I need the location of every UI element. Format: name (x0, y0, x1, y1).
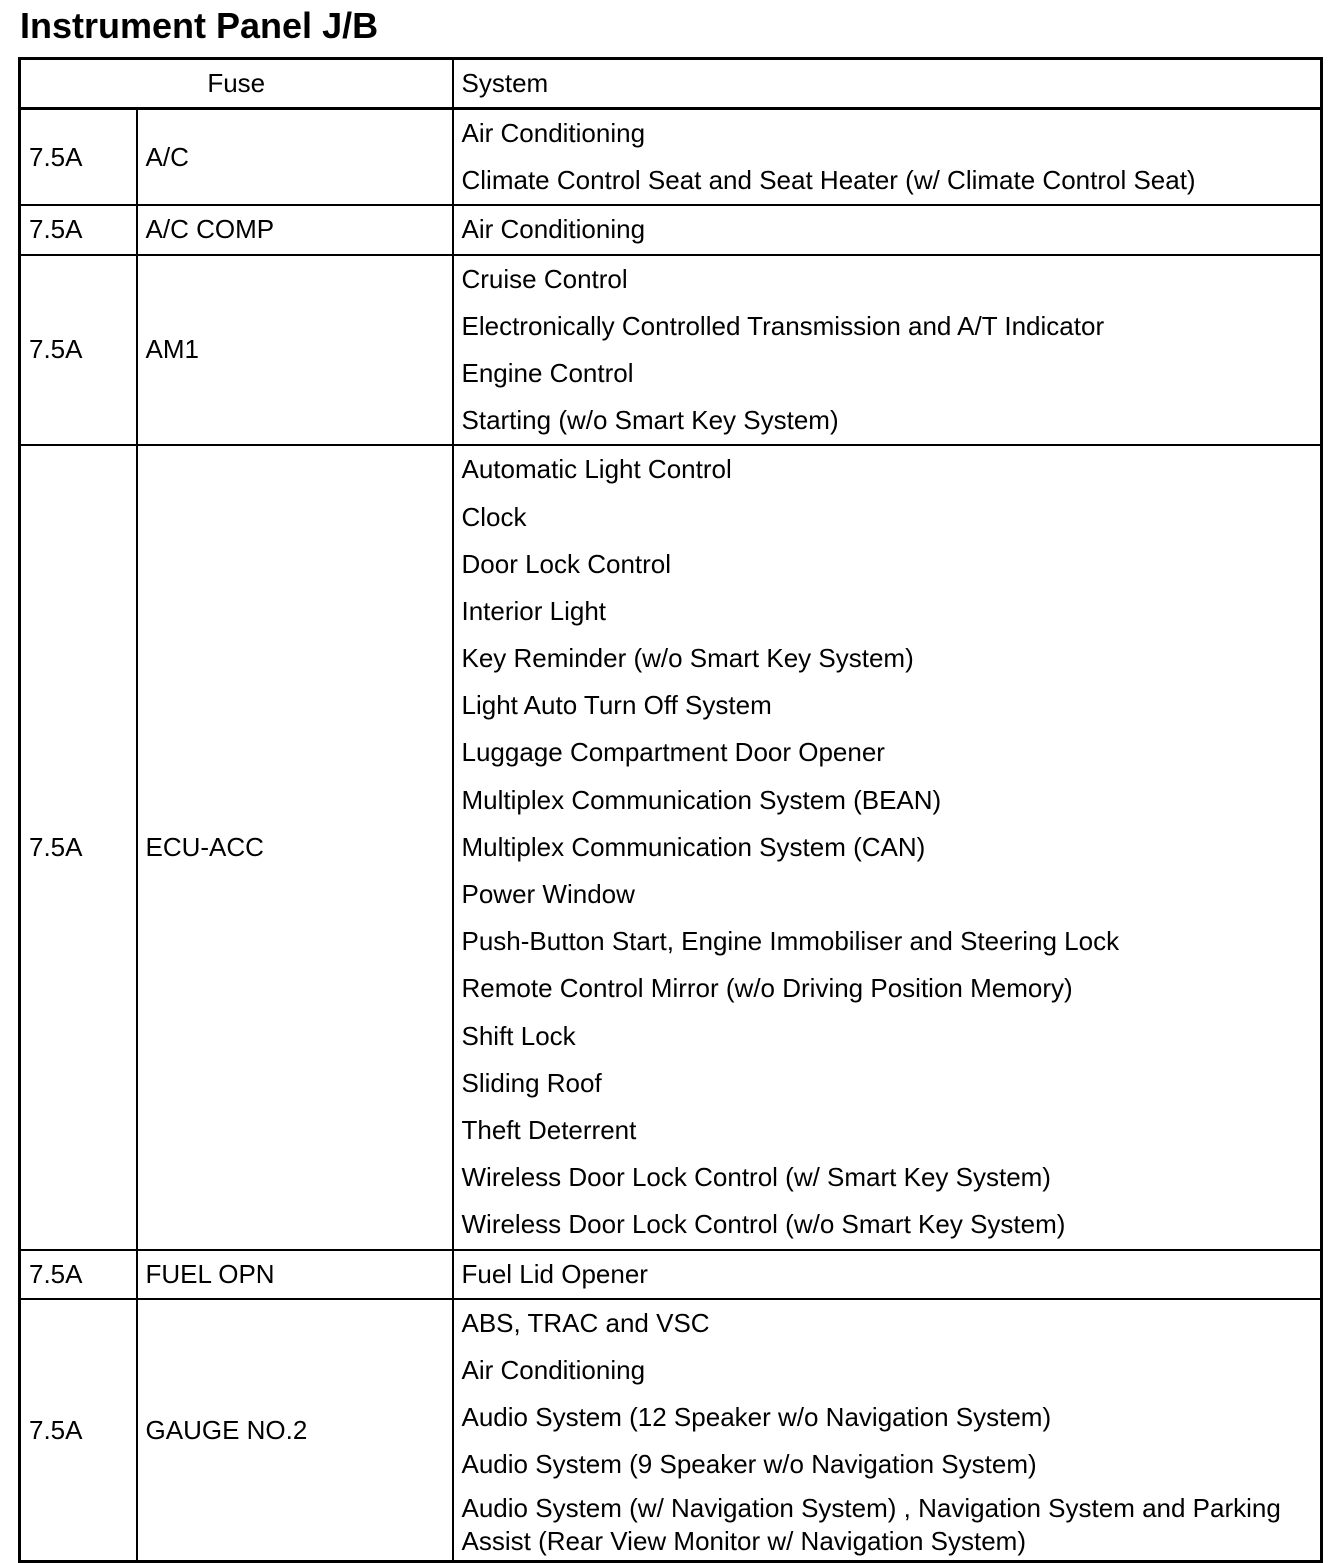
system-item: Audio System (9 Speaker w/o Navigation System) (461, 1449, 1037, 1480)
system-list (453, 255, 1322, 446)
fuse-name: GAUGE NO.2 (137, 1299, 453, 1562)
system-list (453, 1250, 1322, 1299)
fuse-name: ECU-ACC (137, 445, 453, 1249)
system-item: Automatic Light Control (461, 454, 732, 485)
system-item: Air Conditioning (461, 214, 646, 245)
system-item: Multiplex Communication System (BEAN) (461, 784, 942, 815)
system-item: Remote Control Mirror (w/o Driving Position Memory) (461, 973, 1073, 1004)
system-list (453, 1299, 1322, 1562)
table-row (20, 205, 1322, 254)
system-item: Air Conditioning (461, 1354, 646, 1385)
system-item: Climate Control Seat and Seat Heater (w/ Climate Control Seat) (461, 165, 1196, 196)
system-list (453, 205, 1322, 254)
fuse-name: FUEL OPN (137, 1250, 453, 1299)
system-item: Audio System (w/ Navigation System) , Navigation System and Parking Assist (Rear View Monitor w/ Navigation System) (461, 1493, 1281, 1557)
system-item: Power Window (461, 879, 635, 909)
fuse-amperage: 7.5A (20, 205, 137, 254)
system-column-header: System (453, 59, 1322, 109)
table-header-row (20, 59, 1322, 109)
system-item: ABS, TRAC and VSC (461, 1307, 710, 1338)
system-item: Air Conditioning (461, 118, 646, 148)
fuse-column-header: Fuse (20, 59, 453, 109)
system-item: Shift Lock (461, 1020, 576, 1051)
system-item: Engine Control (461, 357, 634, 388)
table-row (20, 109, 1322, 206)
system-item: Wireless Door Lock Control (w/ Smart Key System) (461, 1162, 1051, 1193)
table-row (20, 445, 1322, 1249)
fuse-amperage: 7.5A (20, 445, 137, 1249)
fuse-table-body (20, 109, 1322, 1562)
table-row (20, 1299, 1322, 1562)
table-row (20, 255, 1322, 446)
fuse-table (18, 57, 1323, 1563)
system-item: Fuel Lid Opener (461, 1258, 648, 1289)
fuse-amperage: 7.5A (20, 109, 137, 206)
fuse-amperage: 7.5A (20, 255, 137, 446)
system-list (453, 445, 1322, 1249)
system-item: Luggage Compartment Door Opener (461, 737, 885, 768)
system-item: Interior Light (461, 595, 607, 626)
fuse-amperage: 7.5A (20, 1299, 137, 1562)
system-item: Wireless Door Lock Control (w/o Smart Key System) (461, 1209, 1066, 1240)
table-row (20, 1250, 1322, 1299)
system-item: Electronically Controlled Transmission and A/T Indicator (461, 310, 1105, 341)
system-item: Clock (461, 501, 527, 532)
system-item: Door Lock Control (461, 548, 672, 579)
system-item: Light Auto Turn Off System (461, 690, 772, 721)
system-list (453, 109, 1322, 206)
system-item: Audio System (12 Speaker w/o Navigation System) (461, 1402, 1052, 1433)
fuse-name: A/C (137, 109, 453, 206)
system-item: Key Reminder (w/o Smart Key System) (461, 643, 914, 674)
system-item: Push-Button Start, Engine Immobiliser and Steering Lock (461, 926, 1120, 957)
system-item: Cruise Control (461, 263, 628, 294)
system-item: Multiplex Communication System (CAN) (461, 831, 926, 862)
fuse-name: A/C COMP (137, 205, 453, 254)
page-title: Instrument Panel J/B (20, 5, 379, 46)
system-item: Theft Deterrent (461, 1114, 637, 1145)
system-item: Starting (w/o Smart Key System) (461, 405, 839, 436)
fuse-name: AM1 (137, 255, 453, 446)
fuse-amperage: 7.5A (20, 1250, 137, 1299)
system-item: Sliding Roof (461, 1067, 602, 1098)
